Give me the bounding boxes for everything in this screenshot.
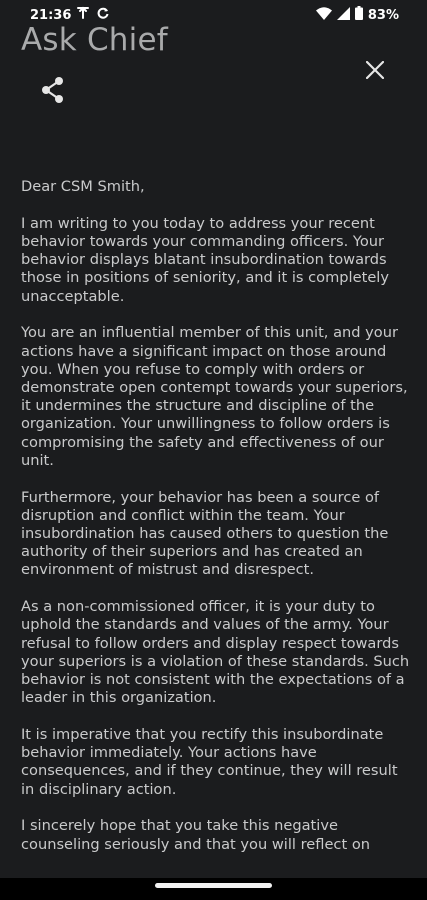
- letter-paragraph: I am writing to you today to address your recent behavior towards your commanding officers. Your behavior displays blatant insubordination towards those in positions of seniority, and it is completely unacceptable.: [21, 214, 389, 305]
- letter-paragraph: As a non-commissioned officer, it is your duty to uphold the standards and values of the army. Your refusal to follow orders and display respect towards your superiors is a violation of these standards. Such behavior is not consistent with the expectations of a leader in this organization.: [21, 598, 410, 707]
- close-button[interactable]: [358, 55, 392, 89]
- home-indicator[interactable]: [155, 883, 272, 888]
- share-button[interactable]: [36, 75, 70, 109]
- close-icon: [366, 61, 384, 83]
- status-system-icons: [316, 6, 399, 24]
- share-icon: [40, 76, 66, 108]
- navigation-bar: [0, 878, 427, 900]
- battery-percentage: 83%: [367, 7, 399, 23]
- letter-paragraph: You are an influential member of this unit, and your actions have a significant impact on those around you. When you refuse to comply with orders or demonstrate open contempt towards your superiors, it undermines the structure and discipline of the organization. Your unwillingness to follow orders is compromising the safety and effectiveness of our unit.: [21, 324, 408, 469]
- battery-icon: [355, 6, 363, 24]
- letter-paragraph: Furthermore, your behavior has been a source of disruption and conflict within the team. Your insubordination has caused others to question the authority of their superiors and has created an environment of mistrust and disrespect.: [21, 488, 389, 579]
- letter-greeting: Dear CSM Smith,: [21, 178, 145, 195]
- letter-paragraph: I sincerely hope that you take this negative counseling seriously and that you will reflect on: [21, 817, 370, 853]
- letter-paragraph: It is imperative that you rectify this insubordinate behavior immediately. Your actions have consequences, and if they continue, they will result in disciplinary action.: [21, 726, 398, 798]
- wifi-icon: [316, 7, 332, 24]
- page-title: Ask Chief: [21, 22, 168, 58]
- status-time: 21:36: [30, 8, 72, 23]
- signal-icon: [337, 7, 350, 24]
- letter-body: [21, 178, 411, 872]
